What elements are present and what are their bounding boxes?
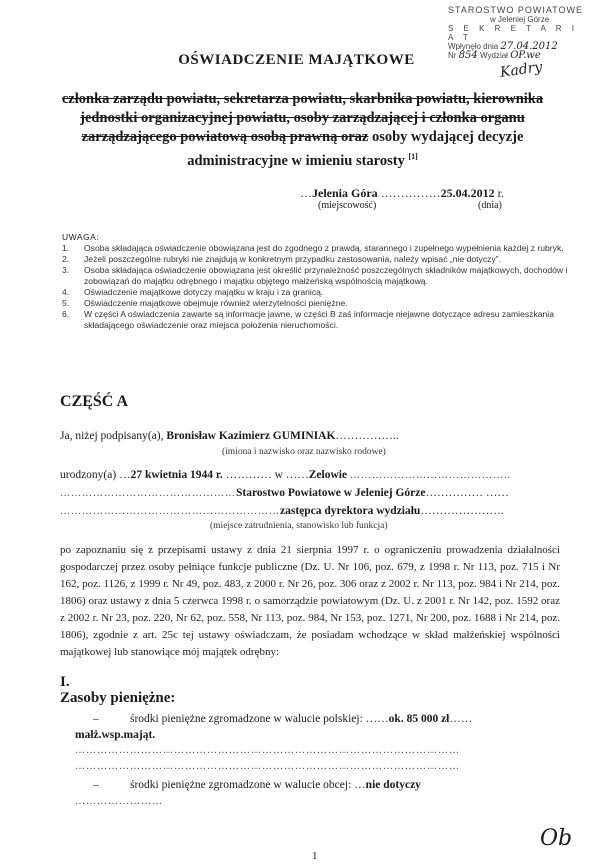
birth-label: urodzony(a) … bbox=[60, 469, 131, 481]
note-item bbox=[62, 309, 572, 331]
name-caption: (imiona i nazwisko oraz nazwisko rodowe) bbox=[222, 447, 386, 457]
workplace-dots-left: ………………………………………… bbox=[60, 488, 236, 499]
birth-place: Zelowie bbox=[308, 469, 348, 481]
note-item bbox=[62, 254, 572, 265]
pln-line bbox=[130, 713, 472, 725]
note-number: 4. bbox=[62, 287, 70, 297]
note-number: 5. bbox=[62, 298, 70, 308]
blank-line-1: …………………………………………………………………………………………… bbox=[75, 745, 460, 756]
stamp-office: STAROSTWO POWIATOWE bbox=[448, 5, 583, 15]
notes-label: UWAGA: bbox=[62, 232, 100, 242]
declarant-line bbox=[60, 430, 399, 442]
declarant-intro: Ja, niżej podpisany(a), bbox=[60, 430, 164, 442]
handwritten-corner-mark: Ob bbox=[540, 826, 573, 851]
note-item bbox=[62, 287, 572, 298]
stamp-department: S E K R E T A R I A T bbox=[448, 24, 578, 42]
stamp-city: w Jeleniej Górze bbox=[490, 15, 550, 24]
part-a-heading: CZĘŚĆ A bbox=[60, 393, 129, 410]
city-caption: (miejscowość) bbox=[318, 200, 377, 211]
pln-ownership: małż.wsp.mająt. bbox=[75, 729, 156, 741]
pln-value: ok. 85 000 zł bbox=[388, 713, 450, 725]
note-item bbox=[62, 265, 572, 287]
place-prefix: … bbox=[300, 186, 312, 200]
legal-basis-paragraph: po zapoznaniu się z przepisami ustawy z dnia 21 sierpnia 1997 r. o ograniczeniu prowadzenia działalności gospodarczej przez osoby pełniące funkcje publiczne (Dz. U. Nr 106, poz. 679, z 1998 r. Nr 113, poz. 715 i Nr 162, poz. 1126, z 1999 r. Nr 49, poz. 483, z 2000 r. Nr 26, poz. 306 oraz z 2002 r. Nr 113, poz. 984 i Nr 214, poz. 1806) oraz ustawy z dnia 5 czerwca 1998 r. o samorządzie powiatowym (Dz. U. z 2001 r. Nr 142, poz. 1592 oraz z 2002 r. Nr 23, poz. 220, Nr 62, poz. 558, Nr 113, poz. 984, Nr 153, poz. 1271, Nr 200, poz. 1688 i Nr 214, poz. 1806), zgodnie z art. 25c tej ustawy oświadczam, że posiadam wchodzące w skład małżeńskiej wspólności majątkowej lub stanowiące mój majątek odrębny: bbox=[60, 544, 560, 658]
note-text: Osoba składająca oświadczenie obowiązana jest określić przynależność poszczególnych składników majątkowych, dochodów i zobowiązań do majątku odrębnego i majątku objętego małżeńską wspólnością majątkową. bbox=[84, 265, 568, 286]
note-text: Oświadczenie majątkowe obejmuje również wierzytelności pieniężne. bbox=[84, 298, 348, 308]
note-number: 3. bbox=[62, 265, 70, 275]
section-heading: Zasoby pieniężne: bbox=[60, 690, 176, 706]
place-suffix: r. bbox=[497, 186, 504, 200]
document-title: OŚWIADCZENIE MAJĄTKOWE bbox=[178, 52, 415, 68]
struck-roles: członka zarządu powiatu, sekretarza powiatu, skarbnika powiatu, kierownika jednostki organizacyjnej powiatu, osoby zarządzającej i członka organu zarządzającego powiatową osobą prawną oraz bbox=[61, 91, 544, 145]
birth-end: …………………………………….. bbox=[349, 470, 511, 481]
date-caption: (dnia) bbox=[478, 200, 502, 211]
position-line bbox=[60, 505, 504, 517]
section-numeral: I. bbox=[60, 674, 70, 690]
footnote-ref: [1] bbox=[408, 152, 418, 161]
note-item bbox=[62, 243, 572, 254]
workplace-dots-right: …………… …… bbox=[425, 487, 509, 499]
position-dots-right: …………………. bbox=[420, 505, 504, 517]
stamp-received-date: 27.04.2012 bbox=[500, 41, 558, 52]
place-city: Jelenia Góra bbox=[312, 186, 378, 200]
fx-line bbox=[130, 779, 421, 791]
place-date-line bbox=[300, 186, 504, 201]
workplace-line bbox=[60, 487, 509, 499]
handwritten-signature: Kadry bbox=[499, 59, 544, 81]
note-number: 1. bbox=[62, 243, 70, 253]
work-caption: (miejsce zatrudnienia, stanowisko lub funkcja) bbox=[210, 521, 388, 531]
workplace: Starostwo Powiatowe w Jeleniej Górze bbox=[236, 487, 426, 499]
stamp-dept-value: OP.we bbox=[510, 50, 541, 61]
place-dots: …………… bbox=[380, 186, 441, 200]
note-text: Jeżeli poszczególne rubryki nie znajdują w konkretnym przypadku zastosowania, należy wpisać „nie dotyczy”. bbox=[84, 254, 501, 264]
declarant-dots: …………….. bbox=[335, 430, 399, 442]
pln-ownership-note bbox=[75, 729, 155, 741]
page-number: 1 bbox=[312, 850, 318, 862]
stamp-received-label: Wpłynęło dnia bbox=[448, 42, 499, 51]
birth-date: 27 kwietnia 1944 r. bbox=[130, 469, 223, 481]
note-text: Oświadczenie majątkowe dotyczy majątku w kraju i za granicą. bbox=[84, 287, 324, 297]
birth-mid: ………… w …… bbox=[225, 469, 309, 481]
stamp-number-value: 854 bbox=[458, 50, 478, 61]
stamp-number-label: Nr bbox=[448, 51, 457, 60]
blank-line-2: …………………………………………………………………………………………… bbox=[75, 761, 460, 772]
fx-label: środki pieniężne zgromadzone w walucie obcej: … bbox=[130, 779, 366, 791]
dash-pln: – bbox=[93, 713, 99, 725]
notes-list bbox=[62, 243, 572, 331]
pln-label: środki pieniężne zgromadzone w walucie polskiej: …… bbox=[130, 713, 389, 725]
note-text: Osoba składająca oświadczenie obowiązana jest do zgodnego z prawdą, starannego i zupełnego wypełnienia każdej z rubryk. bbox=[84, 243, 564, 253]
dash-fx: – bbox=[93, 779, 99, 791]
active-role: osoby wydającej decyzje administracyjne w imieniu starosty bbox=[187, 129, 524, 169]
note-number: 2. bbox=[62, 254, 70, 264]
declarant-name: Bronisław Kazimierz GUMINIAK bbox=[166, 430, 336, 442]
fx-value: nie dotyczy bbox=[365, 779, 421, 791]
document-subtitle bbox=[50, 90, 555, 171]
note-number: 6. bbox=[62, 309, 70, 319]
position: zastępca dyrektora wydziału bbox=[280, 505, 421, 517]
position-dots-left: …………………………………………………… bbox=[60, 506, 280, 517]
place-date: 25.04.2012 bbox=[440, 186, 495, 200]
fx-blank-line: …………………… bbox=[75, 796, 163, 807]
pln-end: …… bbox=[449, 713, 473, 725]
stamp-dept-label: Wydział bbox=[480, 51, 508, 60]
note-text: W części A oświadczenia zawarte są informacje jawne, w części B zaś informacje niejawne dotyczące adresu zamieszkania składającego oświadczenie oraz miejsca położenia nieruchomości. bbox=[84, 309, 554, 330]
note-item bbox=[62, 298, 572, 309]
birth-line bbox=[60, 469, 511, 481]
